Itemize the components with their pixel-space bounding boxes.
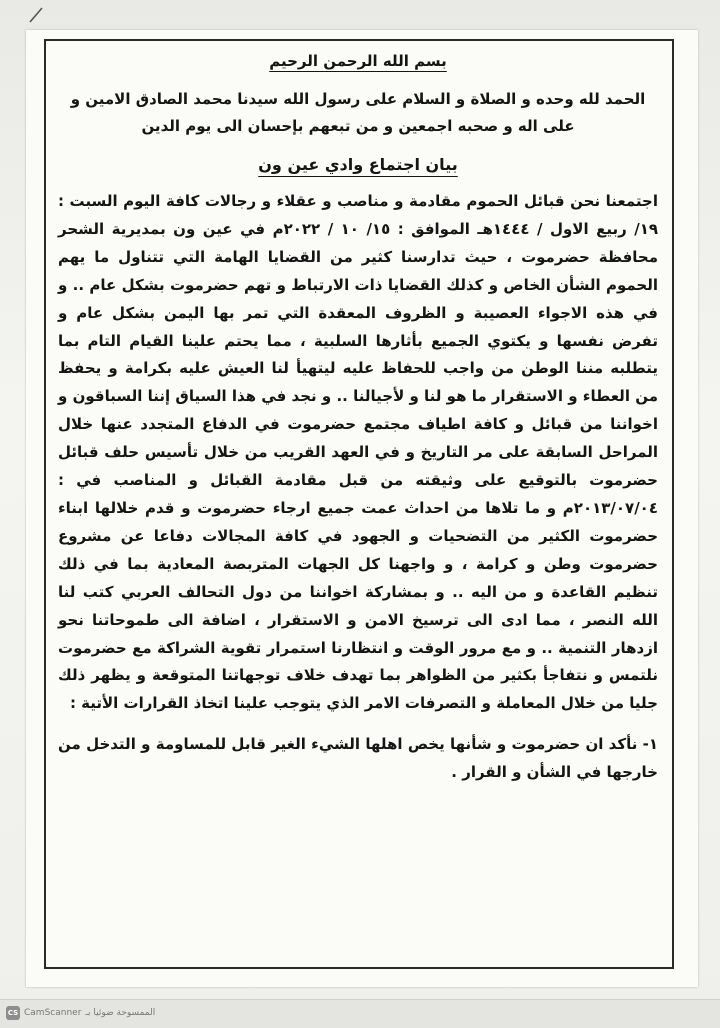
scanner-footer — [0, 999, 720, 1028]
camscanner-prefix: الممسوحة ضوئيا بـ — [85, 1008, 156, 1018]
camscanner-label: CamScanner — [24, 1008, 82, 1018]
statement-title: بيان اجتماع وادي عين ون — [258, 155, 458, 174]
camscanner-logo-icon: CS — [6, 1006, 20, 1020]
resolution-item-1: ١- نأكد ان حضرموت و شأنها يخص اهلها الشيء الغير قابل للمساومة و التدخل من خارجها في الشأن و القرار . — [58, 735, 658, 782]
basmala-heading: بسم الله الرحمن الرحيم — [269, 52, 447, 70]
pen-mark-icon — [28, 6, 48, 26]
camscanner-badge — [6, 1006, 155, 1020]
intro-paragraph: الحمد لله وحده و الصلاة و السلام على رسول الله سيدنا محمد الصادق الامين و على اله و صحبه اجمعين و من تبعهم بإحسان الى يوم الدين — [70, 90, 646, 135]
document-content — [58, 48, 658, 786]
statement-body: اجتمعنا نحن قبائل الحموم مقادمة و مناصب و عقلاء و رجالات كافة اليوم السبت : ١٩/ ربيع الاول / ١٤٤٤هـ الموافق : ١٥/ ١٠ / ٢٠٢٢م في عين ون بمديرية الشحر محافظة حضرموت ، حيث تدارسنا كثير من القضايا الهامة التي تتناول ما يهم الحموم الشأن الخاص و كذلك القضايا ذات الارتباط و تهم حضرموت بشكل عام .. و في هذه الاجواء العصيبة و الظروف المعقدة التي تمر بها اليمن بشكل عام و تفرض نفسها و يكتوي الجميع بأثارها السلبية ، مما يحتم علينا القيام التام بما يتطلبه مننا الوطن من واجب للحفاظ عليه ليتهيأ لنا العيش عليه بكرامة و يحفظ من العطاء و الاستقرار ما هو لنا و لأجيالنا .. و نجد في هذا السياق إننا السباقون و اخواننا من قبائل و كافة اطياف مجتمع حضرموت في الدفاع المتجدد عنها خلال المراحل السابقة على مر التاريخ و في العهد القريب من خلال تأسيس حلف قبائل حضرموت بالتوقيع على وثيقته من قبل مقادمة القبائل و المناصب في : ٢٠١٣/٠٧/٠٤م و ما تلاها من احداث عمت جميع ارجاء حضرموت و قدم خلالها ابناء حضرموت الكثير من التضحيات و الجهود في كافة المجالات دفاعا عن مشروع حضرموت وطن و كرامة ، و واجهنا كل الجهات المتربصة المعادية بما في ذلك تنظيم القاعدة و من اليه .. و بمشاركة اخواننا من دول التحالف العربي كتب لنا الله النصر ، مما ادى الى ترسيخ الامن و الاستقرار ، اضافة الى طموحاتنا نحو ازدهار التنمية .. و مع مرور الوقت و انتظارنا استمرار تقوية الشراكة مع حضرموت نلتمس و نتفاجأ بكثير من الظواهر بما تهدف خلاف توجهاتنا المتوقعة و يظهر ذلك جليا من خلال المعاملة و التصرفات الامر الذي يتوجب علينا اتخاذ القرارات الأتية : — [58, 192, 658, 713]
